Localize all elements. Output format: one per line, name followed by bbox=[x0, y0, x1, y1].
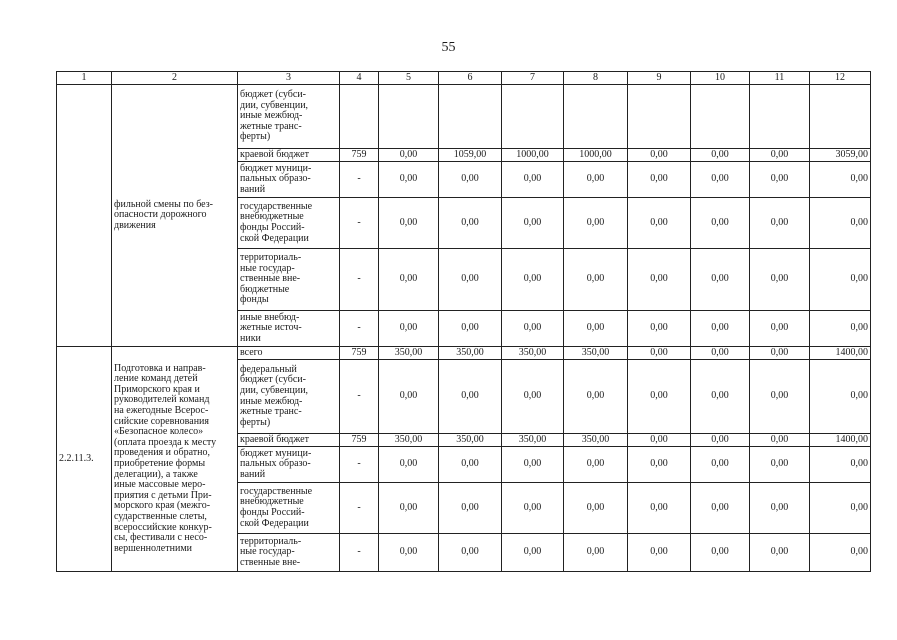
value-cell: 0,00 bbox=[628, 483, 691, 534]
value-cell: 0,00 bbox=[564, 534, 628, 572]
budget-code-cell: - bbox=[340, 311, 379, 347]
value-cell: 0,00 bbox=[439, 447, 502, 483]
value-cell: 0,00 bbox=[564, 360, 628, 434]
value-cell: 1059,00 bbox=[439, 149, 502, 162]
value-cell: 0,00 bbox=[439, 198, 502, 249]
budget-code-cell: 759 bbox=[340, 434, 379, 447]
value-cell: 0,00 bbox=[628, 434, 691, 447]
value-cell: 0,00 bbox=[502, 249, 564, 311]
value-cell: 0,00 bbox=[379, 483, 439, 534]
table-row bbox=[57, 85, 871, 149]
value-cell bbox=[691, 85, 750, 149]
funding-source-cell: территориаль- ные государ- ственные вне- bbox=[238, 534, 340, 572]
value-cell: 0,00 bbox=[750, 447, 810, 483]
value-cell: 350,00 bbox=[564, 434, 628, 447]
header-cell: 11 bbox=[750, 72, 810, 85]
value-cell bbox=[750, 85, 810, 149]
value-cell bbox=[439, 85, 502, 149]
value-cell: 350,00 bbox=[439, 347, 502, 360]
item-description-cell: фильной смены по без- опасности дорожного движения bbox=[112, 85, 238, 347]
value-cell: 0,00 bbox=[750, 347, 810, 360]
value-cell: 0,00 bbox=[750, 149, 810, 162]
value-cell bbox=[502, 85, 564, 149]
header-cell: 12 bbox=[810, 72, 871, 85]
total-value-cell: 0,00 bbox=[810, 360, 871, 434]
total-value-cell: 0,00 bbox=[810, 447, 871, 483]
funding-source-cell: краевой бюджет bbox=[238, 149, 340, 162]
value-cell: 0,00 bbox=[628, 162, 691, 198]
value-cell: 0,00 bbox=[439, 311, 502, 347]
value-cell: 0,00 bbox=[691, 311, 750, 347]
header-cell: 5 bbox=[379, 72, 439, 85]
value-cell: 0,00 bbox=[502, 360, 564, 434]
header-cell: 6 bbox=[439, 72, 502, 85]
total-value-cell: 1400,00 bbox=[810, 347, 871, 360]
value-cell: 350,00 bbox=[564, 347, 628, 360]
funding-source-cell: государственные внебюджетные фонды Россий- ской Федерации bbox=[238, 483, 340, 534]
value-cell: 0,00 bbox=[502, 311, 564, 347]
value-cell: 0,00 bbox=[502, 162, 564, 198]
value-cell: 0,00 bbox=[564, 447, 628, 483]
value-cell bbox=[379, 85, 439, 149]
value-cell: 0,00 bbox=[379, 447, 439, 483]
total-value-cell: 3059,00 bbox=[810, 149, 871, 162]
value-cell: 0,00 bbox=[564, 311, 628, 347]
budget-code-cell: 759 bbox=[340, 347, 379, 360]
value-cell: 0,00 bbox=[691, 447, 750, 483]
value-cell: 0,00 bbox=[628, 198, 691, 249]
budget-code-cell: - bbox=[340, 162, 379, 198]
value-cell: 0,00 bbox=[750, 198, 810, 249]
item-description-cell: Подготовка и направ- ление команд детей Приморского края и руководителей команд на ежегодные Всерос- сийские соревнования «Безопасное колесо» (оплата проезда к месту проведения и обратно, приобретение формы делегации), а также иные массовые меро- приятия с детьми При- морского края (межго- сударственные слеты, всероссийские конкур- сы, фестивали с несо- вершеннолетними bbox=[112, 347, 238, 572]
item-code-cell bbox=[57, 85, 112, 347]
value-cell: 0,00 bbox=[750, 360, 810, 434]
value-cell: 350,00 bbox=[439, 434, 502, 447]
total-value-cell: 0,00 bbox=[810, 249, 871, 311]
value-cell: 0,00 bbox=[379, 249, 439, 311]
value-cell: 0,00 bbox=[691, 198, 750, 249]
value-cell: 0,00 bbox=[564, 483, 628, 534]
value-cell: 0,00 bbox=[564, 162, 628, 198]
funding-source-cell: бюджет (субси- дии, субвенции, иные межбюд- жетные транс- ферты) bbox=[238, 85, 340, 149]
funding-source-cell: территориаль- ные государ- ственные вне- бюджетные фонды bbox=[238, 249, 340, 311]
header-cell: 7 bbox=[502, 72, 564, 85]
budget-code-cell: - bbox=[340, 447, 379, 483]
value-cell: 350,00 bbox=[379, 347, 439, 360]
page-number: 55 bbox=[441, 40, 456, 55]
value-cell: 0,00 bbox=[628, 347, 691, 360]
value-cell: 0,00 bbox=[502, 198, 564, 249]
value-cell: 0,00 bbox=[691, 483, 750, 534]
total-value-cell: 0,00 bbox=[810, 311, 871, 347]
header-cell: 2 bbox=[112, 72, 238, 85]
value-cell: 350,00 bbox=[379, 434, 439, 447]
funding-source-cell: государственные внебюджетные фонды Россий- ской Федерации bbox=[238, 198, 340, 249]
budget-code-cell: 759 bbox=[340, 149, 379, 162]
value-cell: 350,00 bbox=[502, 434, 564, 447]
value-cell: 350,00 bbox=[502, 347, 564, 360]
value-cell: 0,00 bbox=[379, 198, 439, 249]
table-row bbox=[57, 347, 871, 360]
value-cell bbox=[564, 85, 628, 149]
value-cell: 0,00 bbox=[750, 483, 810, 534]
value-cell: 0,00 bbox=[379, 311, 439, 347]
value-cell: 0,00 bbox=[379, 149, 439, 162]
value-cell: 0,00 bbox=[379, 162, 439, 198]
header-cell: 8 bbox=[564, 72, 628, 85]
value-cell: 0,00 bbox=[439, 360, 502, 434]
value-cell: 0,00 bbox=[564, 249, 628, 311]
budget-code-cell: - bbox=[340, 360, 379, 434]
value-cell: 0,00 bbox=[628, 534, 691, 572]
header-cell: 10 bbox=[691, 72, 750, 85]
header-cell: 3 bbox=[238, 72, 340, 85]
value-cell bbox=[628, 85, 691, 149]
value-cell: 0,00 bbox=[691, 534, 750, 572]
funding-source-cell: иные внебюд- жетные источ- ники bbox=[238, 311, 340, 347]
value-cell: 1000,00 bbox=[502, 149, 564, 162]
value-cell: 0,00 bbox=[628, 360, 691, 434]
total-value-cell: 0,00 bbox=[810, 534, 871, 572]
header-cell: 1 bbox=[57, 72, 112, 85]
value-cell: 0,00 bbox=[439, 534, 502, 572]
value-cell: 1000,00 bbox=[564, 149, 628, 162]
table-body bbox=[57, 72, 871, 572]
budget-code-cell: - bbox=[340, 534, 379, 572]
total-value-cell: 1400,00 bbox=[810, 434, 871, 447]
funding-source-cell: краевой бюджет bbox=[238, 434, 340, 447]
header-cell: 9 bbox=[628, 72, 691, 85]
value-cell: 0,00 bbox=[628, 149, 691, 162]
funding-source-cell: бюджет муници- пальных образо- ваний bbox=[238, 162, 340, 198]
value-cell: 0,00 bbox=[628, 311, 691, 347]
value-cell: 0,00 bbox=[502, 447, 564, 483]
budget-table bbox=[56, 71, 871, 572]
budget-code-cell: - bbox=[340, 198, 379, 249]
value-cell: 0,00 bbox=[502, 483, 564, 534]
total-value-cell: 0,00 bbox=[810, 483, 871, 534]
budget-code-cell: - bbox=[340, 249, 379, 311]
value-cell: 0,00 bbox=[379, 534, 439, 572]
value-cell: 0,00 bbox=[750, 434, 810, 447]
value-cell: 0,00 bbox=[691, 162, 750, 198]
value-cell: 0,00 bbox=[379, 360, 439, 434]
value-cell: 0,00 bbox=[750, 534, 810, 572]
budget-code-cell bbox=[340, 85, 379, 149]
value-cell: 0,00 bbox=[439, 483, 502, 534]
funding-source-cell: бюджет муници- пальных образо- ваний bbox=[238, 447, 340, 483]
value-cell: 0,00 bbox=[439, 162, 502, 198]
value-cell: 0,00 bbox=[750, 162, 810, 198]
total-value-cell bbox=[810, 85, 871, 149]
value-cell: 0,00 bbox=[691, 347, 750, 360]
header-cell: 4 bbox=[340, 72, 379, 85]
value-cell: 0,00 bbox=[691, 249, 750, 311]
funding-source-cell: федеральный бюджет (субси- дии, субвенции, иные межбюд- жетные транс- ферты) bbox=[238, 360, 340, 434]
value-cell: 0,00 bbox=[628, 249, 691, 311]
funding-source-cell: всего bbox=[238, 347, 340, 360]
total-value-cell: 0,00 bbox=[810, 162, 871, 198]
total-value-cell: 0,00 bbox=[810, 198, 871, 249]
value-cell: 0,00 bbox=[502, 534, 564, 572]
value-cell: 0,00 bbox=[750, 311, 810, 347]
header-row bbox=[57, 72, 871, 85]
budget-code-cell: - bbox=[340, 483, 379, 534]
value-cell: 0,00 bbox=[750, 249, 810, 311]
value-cell: 0,00 bbox=[691, 149, 750, 162]
value-cell: 0,00 bbox=[439, 249, 502, 311]
item-code-cell: 2.2.11.3. bbox=[57, 347, 112, 572]
value-cell: 0,00 bbox=[691, 360, 750, 434]
value-cell: 0,00 bbox=[564, 198, 628, 249]
value-cell: 0,00 bbox=[691, 434, 750, 447]
value-cell: 0,00 bbox=[628, 447, 691, 483]
